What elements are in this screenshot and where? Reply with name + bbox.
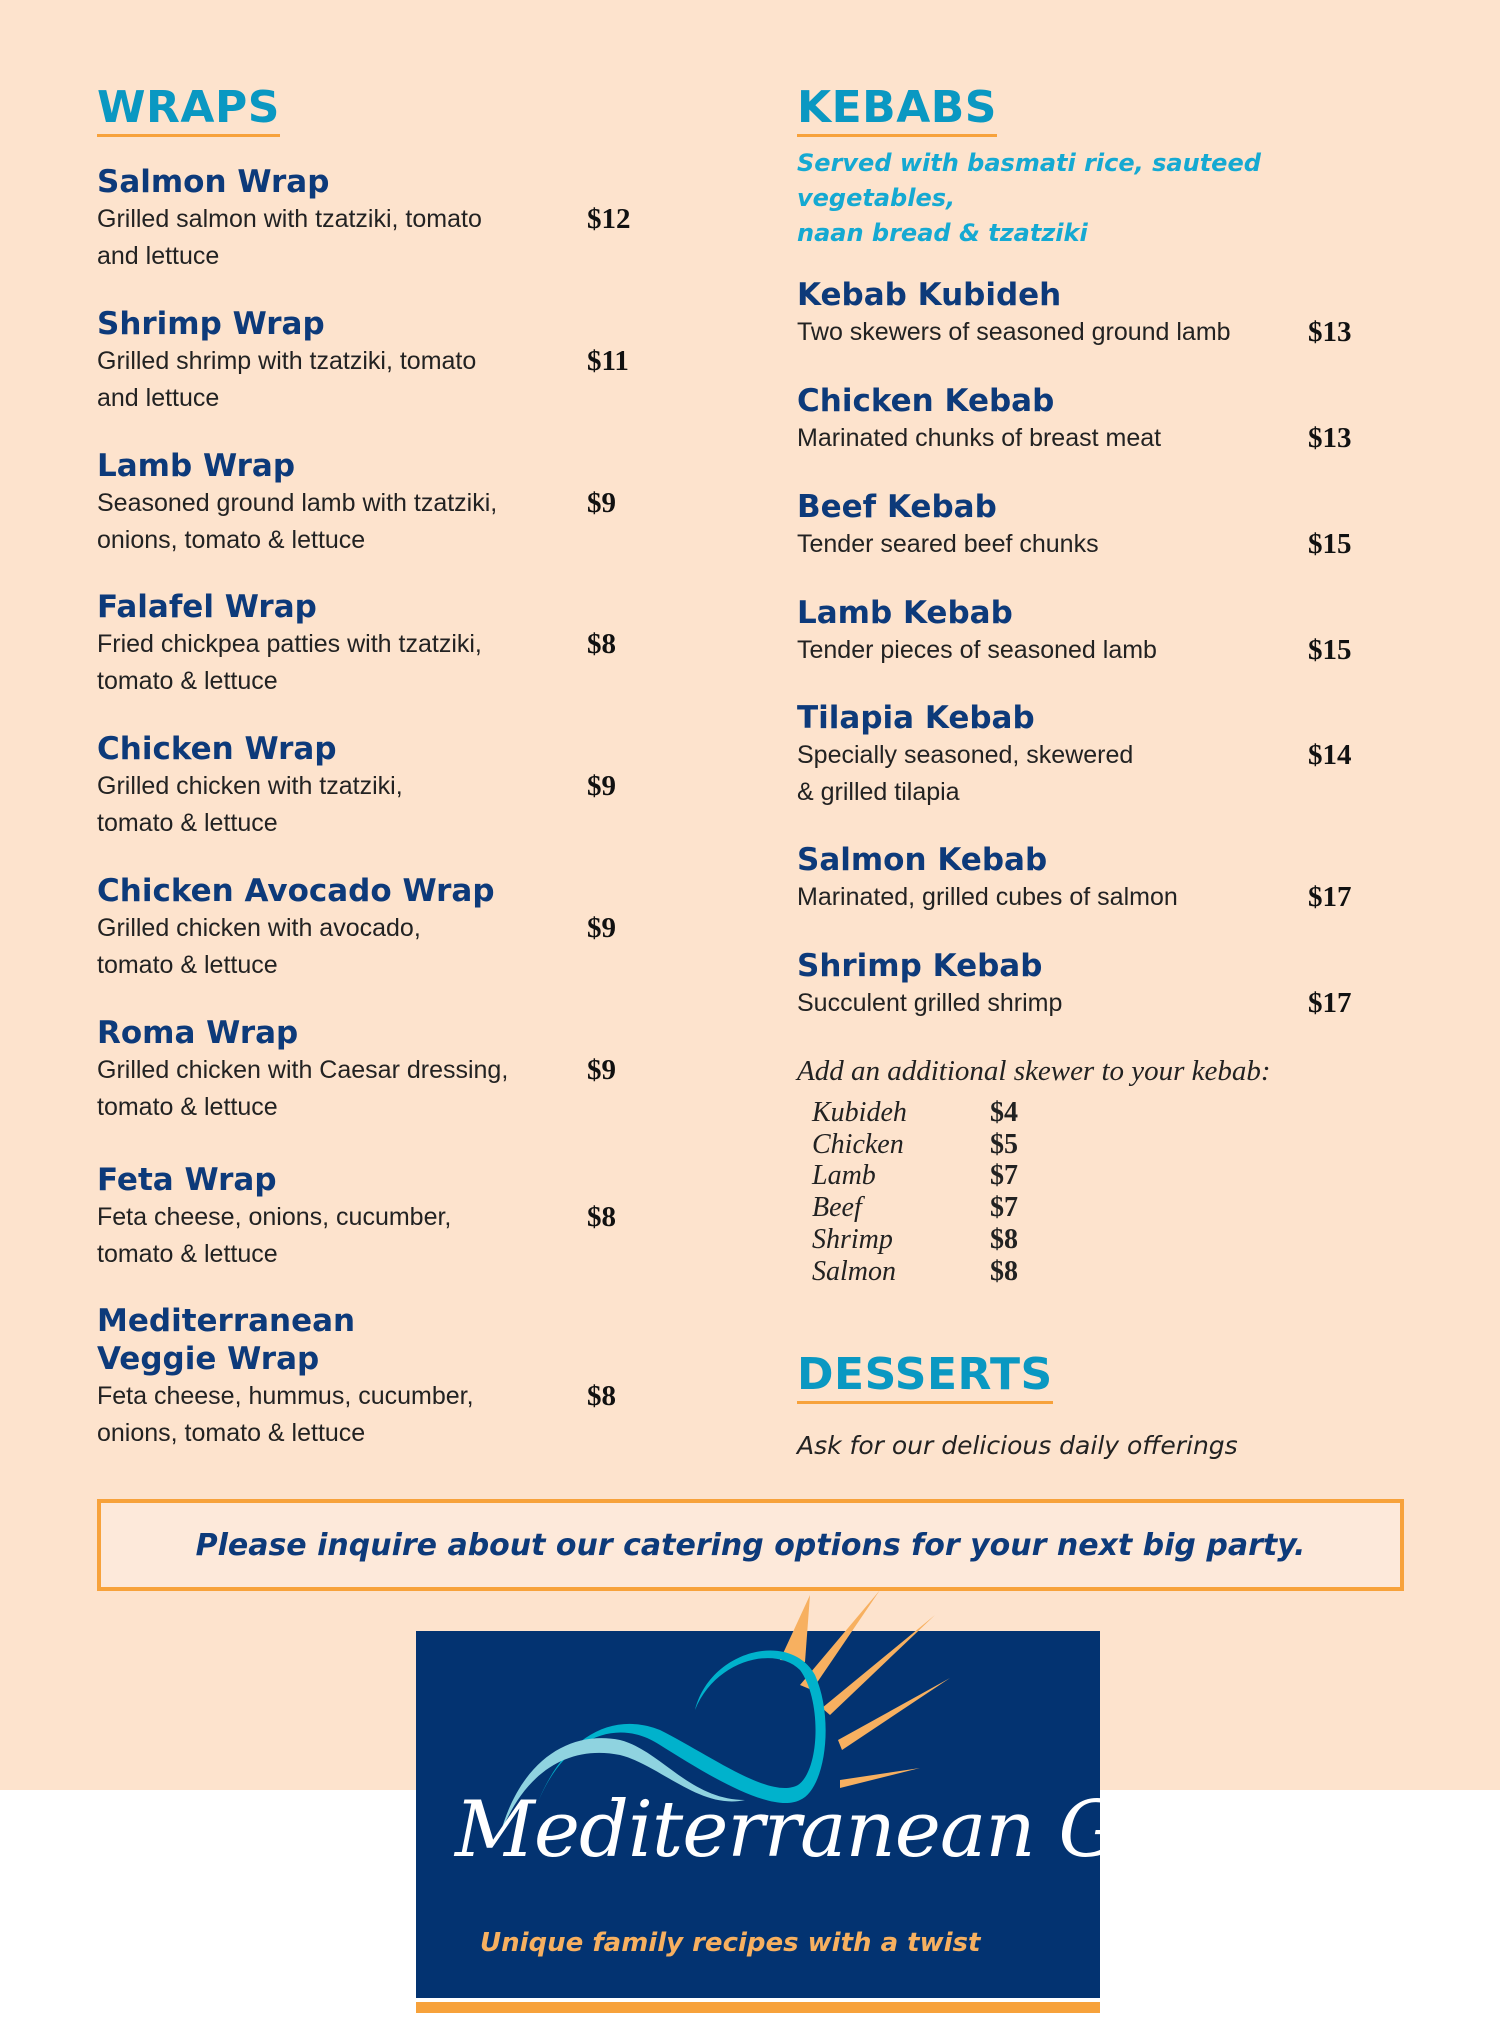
item-name: Beef Kebab [797,489,997,525]
item-description: Grilled salmon with tzatziki, tomato and lettuce [97,205,482,270]
item-description: Marinated, grilled cubes of salmon [797,883,1178,911]
addon-price: $7 [990,1160,1018,1192]
menu-item [97,1302,474,1452]
logo-tagline: Unique family recipes with a twist [480,1928,981,1958]
item-price: $14 [1308,739,1352,771]
desserts-heading: DESSERTS [797,1349,1053,1404]
item-price: $9 [587,1054,616,1086]
addon-name: Chicken [812,1128,904,1160]
desserts-text: Ask for our delicious daily offerings [797,1431,1238,1460]
item-price: $13 [1308,316,1352,348]
item-description: Grilled shrimp with tzatziki, tomato and lettuce [97,347,477,412]
item-name: Salmon Wrap [97,164,330,200]
item-description: Fried chickpea patties with tzatziki, tomato & lettuce [97,630,482,695]
menu-item [797,699,1133,811]
item-description: Tender seared beef chunks [797,530,1099,558]
menu-item [97,1014,508,1126]
item-name: Roma Wrap [97,1015,299,1051]
addon-name: Lamb [812,1160,876,1192]
addon-row [812,1256,1018,1288]
addon-name: Shrimp [812,1223,893,1255]
addon-price: $4 [990,1097,1018,1128]
menu-item [797,841,1178,916]
item-price: $17 [1308,987,1352,1019]
item-price: $11 [587,345,629,377]
item-price: $8 [587,1380,616,1412]
item-description: Tender pieces of seasoned lamb [797,636,1157,664]
addon-price: $8 [990,1255,1018,1287]
item-description: Succulent grilled shrimp [797,989,1063,1017]
menu-item [797,594,1157,669]
item-description: Marinated chunks of breast meat [797,424,1162,452]
item-description: Grilled chicken with tzatziki, tomato & lettuce [97,772,403,837]
item-name: Mediterranean Veggie Wrap [97,1303,356,1377]
menu-item [97,163,482,275]
item-description: Grilled chicken with avocado, tomato & lettuce [97,914,421,979]
item-description: Feta cheese, hummus, cucumber, onions, tomato & lettuce [97,1382,474,1447]
item-price: $8 [587,628,616,660]
addon-name: Salmon [812,1255,896,1287]
item-name: Shrimp Wrap [97,306,325,342]
item-price: $9 [587,487,616,519]
addon-row [812,1097,1018,1129]
item-description: Feta cheese, onions, cucumber, tomato & lettuce [97,1203,452,1268]
item-price: $15 [1308,528,1352,560]
menu-item [97,447,497,559]
menu-item [97,730,403,842]
item-name: Chicken Kebab [797,383,1055,419]
menu-item [797,276,1231,351]
wraps-heading: WRAPS [97,82,280,137]
catering-text: Please inquire about our catering options for your next big party. [195,1527,1306,1563]
menu-item [97,588,482,700]
addon-price: $5 [990,1128,1018,1160]
item-price: $8 [587,1201,616,1233]
menu-item [97,872,495,984]
item-price: $12 [587,203,631,235]
kebabs-subtitle: Served with basmati rice, sauteed vegetables, naan bread & tzatziki [797,149,1261,247]
menu-item [797,947,1062,1022]
item-name: Shrimp Kebab [797,948,1043,984]
item-name: Lamb Kebab [797,595,1013,631]
menu-item [797,488,1099,563]
item-price: $17 [1308,881,1352,913]
item-name: Lamb Wrap [97,448,296,484]
item-price: $15 [1308,634,1352,666]
addon-name: Beef [812,1192,862,1224]
item-price: $9 [587,770,616,802]
item-name: Feta Wrap [97,1162,277,1198]
addon-row [812,1192,1018,1224]
addon-name: Kubideh [812,1097,907,1128]
item-description: Seasoned ground lamb with tzatziki, onions, tomato & lettuce [97,489,498,554]
menu-item [797,382,1161,457]
menu-item [97,1161,451,1273]
item-name: Salmon Kebab [797,842,1048,878]
logo-name: Mediterranean Grill [455,1785,1228,1875]
item-name: Falafel Wrap [97,589,317,625]
item-price: $9 [587,912,616,944]
addon-row [812,1160,1018,1192]
menu-item [97,305,476,417]
item-price: $13 [1308,422,1352,454]
addon-price: $7 [990,1192,1018,1224]
item-name: Chicken Avocado Wrap [97,873,495,909]
item-description: Grilled chicken with Caesar dressing, tomato & lettuce [97,1056,509,1121]
addon-row [812,1129,1018,1161]
addon-price: $8 [990,1223,1018,1255]
kebabs-heading: KEBABS [797,82,997,137]
item-name: Kebab Kubideh [797,277,1062,313]
item-name: Chicken Wrap [97,731,337,767]
item-name: Tilapia Kebab [797,700,1035,736]
catering-banner [97,1499,1404,1591]
addon-row [812,1224,1018,1256]
item-description: Specially seasoned, skewered & grilled tilapia [797,741,1134,806]
addon-title: Add an additional skewer to your kebab: [797,1055,1271,1087]
item-description: Two skewers of seasoned ground lamb [797,318,1231,346]
